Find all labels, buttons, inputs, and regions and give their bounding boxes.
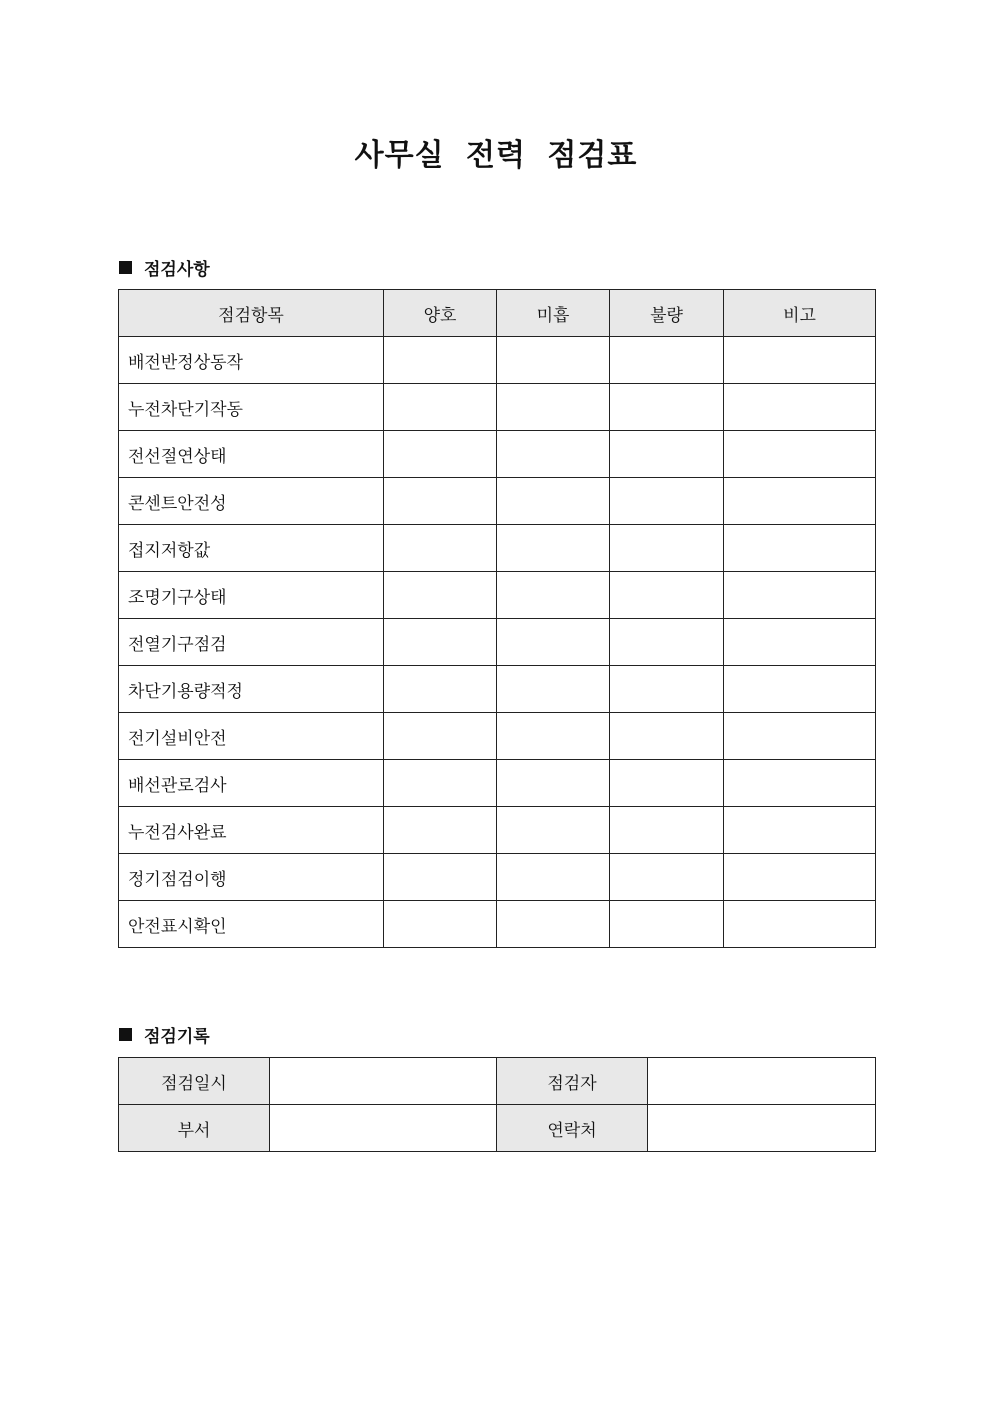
check-item-label: 차단기용량적정 xyxy=(119,666,384,713)
good-cell[interactable] xyxy=(384,713,497,760)
check-item-label: 배선관로검사 xyxy=(119,760,384,807)
check-item-label: 누전차단기작동 xyxy=(119,384,384,431)
check-item-label: 안전표시확인 xyxy=(119,901,384,948)
table-row xyxy=(119,666,876,713)
table-row xyxy=(119,431,876,478)
remarks-cell[interactable] xyxy=(724,666,876,713)
table-row xyxy=(119,478,876,525)
section-heading-record xyxy=(119,1022,210,1047)
insufficient-cell[interactable] xyxy=(497,619,610,666)
check-item-label: 접지저항값 xyxy=(119,525,384,572)
bad-cell[interactable] xyxy=(610,666,724,713)
header-good: 양호 xyxy=(384,290,497,337)
good-cell[interactable] xyxy=(384,666,497,713)
check-item-label: 전선절연상태 xyxy=(119,431,384,478)
bad-cell[interactable] xyxy=(610,337,724,384)
page-title: 사무실 전력 점검표 xyxy=(354,138,638,173)
section-heading-label: 점검사항 xyxy=(144,260,210,280)
table-row xyxy=(119,572,876,619)
remarks-cell[interactable] xyxy=(724,478,876,525)
remarks-cell[interactable] xyxy=(724,337,876,384)
inspector-field[interactable] xyxy=(648,1058,876,1105)
table-row xyxy=(119,1105,876,1152)
check-item-label: 누전검사완료 xyxy=(119,807,384,854)
contact-field[interactable] xyxy=(648,1105,876,1152)
check-item-label: 콘센트안전성 xyxy=(119,478,384,525)
good-cell[interactable] xyxy=(384,337,497,384)
table-row xyxy=(119,854,876,901)
table-row xyxy=(119,619,876,666)
header-bad: 불량 xyxy=(610,290,724,337)
header-remarks: 비고 xyxy=(724,290,876,337)
remarks-cell[interactable] xyxy=(724,854,876,901)
good-cell[interactable] xyxy=(384,525,497,572)
bad-cell[interactable] xyxy=(610,854,724,901)
bad-cell[interactable] xyxy=(610,807,724,854)
insufficient-cell[interactable] xyxy=(497,807,610,854)
section-heading-check xyxy=(119,255,210,280)
header-item: 점검항목 xyxy=(119,290,384,337)
bad-cell[interactable] xyxy=(610,384,724,431)
check-item-label: 배전반정상동작 xyxy=(119,337,384,384)
remarks-cell[interactable] xyxy=(724,760,876,807)
table-row xyxy=(119,901,876,948)
good-cell[interactable] xyxy=(384,431,497,478)
good-cell[interactable] xyxy=(384,478,497,525)
good-cell[interactable] xyxy=(384,901,497,948)
record-table xyxy=(118,1057,876,1152)
bad-cell[interactable] xyxy=(610,478,724,525)
insufficient-cell[interactable] xyxy=(497,854,610,901)
bad-cell[interactable] xyxy=(610,525,724,572)
bad-cell[interactable] xyxy=(610,572,724,619)
good-cell[interactable] xyxy=(384,384,497,431)
bad-cell[interactable] xyxy=(610,901,724,948)
insufficient-cell[interactable] xyxy=(497,478,610,525)
table-row xyxy=(119,1058,876,1105)
insufficient-cell[interactable] xyxy=(497,431,610,478)
department-label: 부서 xyxy=(119,1105,270,1152)
remarks-cell[interactable] xyxy=(724,525,876,572)
remarks-cell[interactable] xyxy=(724,431,876,478)
insufficient-cell[interactable] xyxy=(497,525,610,572)
check-item-label: 전열기구점검 xyxy=(119,619,384,666)
good-cell[interactable] xyxy=(384,760,497,807)
header-insufficient: 미흡 xyxy=(497,290,610,337)
check-item-label: 조명기구상태 xyxy=(119,572,384,619)
department-field[interactable] xyxy=(270,1105,497,1152)
good-cell[interactable] xyxy=(384,807,497,854)
check-item-label: 전기설비안전 xyxy=(119,713,384,760)
insufficient-cell[interactable] xyxy=(497,572,610,619)
bad-cell[interactable] xyxy=(610,760,724,807)
table-row xyxy=(119,807,876,854)
remarks-cell[interactable] xyxy=(724,572,876,619)
table-row xyxy=(119,337,876,384)
section-heading-label: 점검기록 xyxy=(144,1027,210,1047)
square-bullet-icon xyxy=(119,261,132,274)
good-cell[interactable] xyxy=(384,854,497,901)
check-item-label: 정기점검이행 xyxy=(119,854,384,901)
remarks-cell[interactable] xyxy=(724,619,876,666)
insufficient-cell[interactable] xyxy=(497,337,610,384)
check-table xyxy=(118,289,876,948)
insufficient-cell[interactable] xyxy=(497,666,610,713)
insufficient-cell[interactable] xyxy=(497,713,610,760)
remarks-cell[interactable] xyxy=(724,807,876,854)
remarks-cell[interactable] xyxy=(724,901,876,948)
insufficient-cell[interactable] xyxy=(497,760,610,807)
good-cell[interactable] xyxy=(384,619,497,666)
table-row xyxy=(119,525,876,572)
table-row xyxy=(119,384,876,431)
remarks-cell[interactable] xyxy=(724,713,876,760)
date-label: 점검일시 xyxy=(119,1058,270,1105)
inspector-label: 점검자 xyxy=(497,1058,648,1105)
check-table-header-row xyxy=(119,290,876,337)
insufficient-cell[interactable] xyxy=(497,901,610,948)
bad-cell[interactable] xyxy=(610,713,724,760)
good-cell[interactable] xyxy=(384,572,497,619)
insufficient-cell[interactable] xyxy=(497,384,610,431)
table-row xyxy=(119,760,876,807)
remarks-cell[interactable] xyxy=(724,384,876,431)
date-field[interactable] xyxy=(270,1058,497,1105)
bad-cell[interactable] xyxy=(610,619,724,666)
square-bullet-icon xyxy=(119,1028,132,1041)
bad-cell[interactable] xyxy=(610,431,724,478)
contact-label: 연락처 xyxy=(497,1105,648,1152)
table-row xyxy=(119,713,876,760)
